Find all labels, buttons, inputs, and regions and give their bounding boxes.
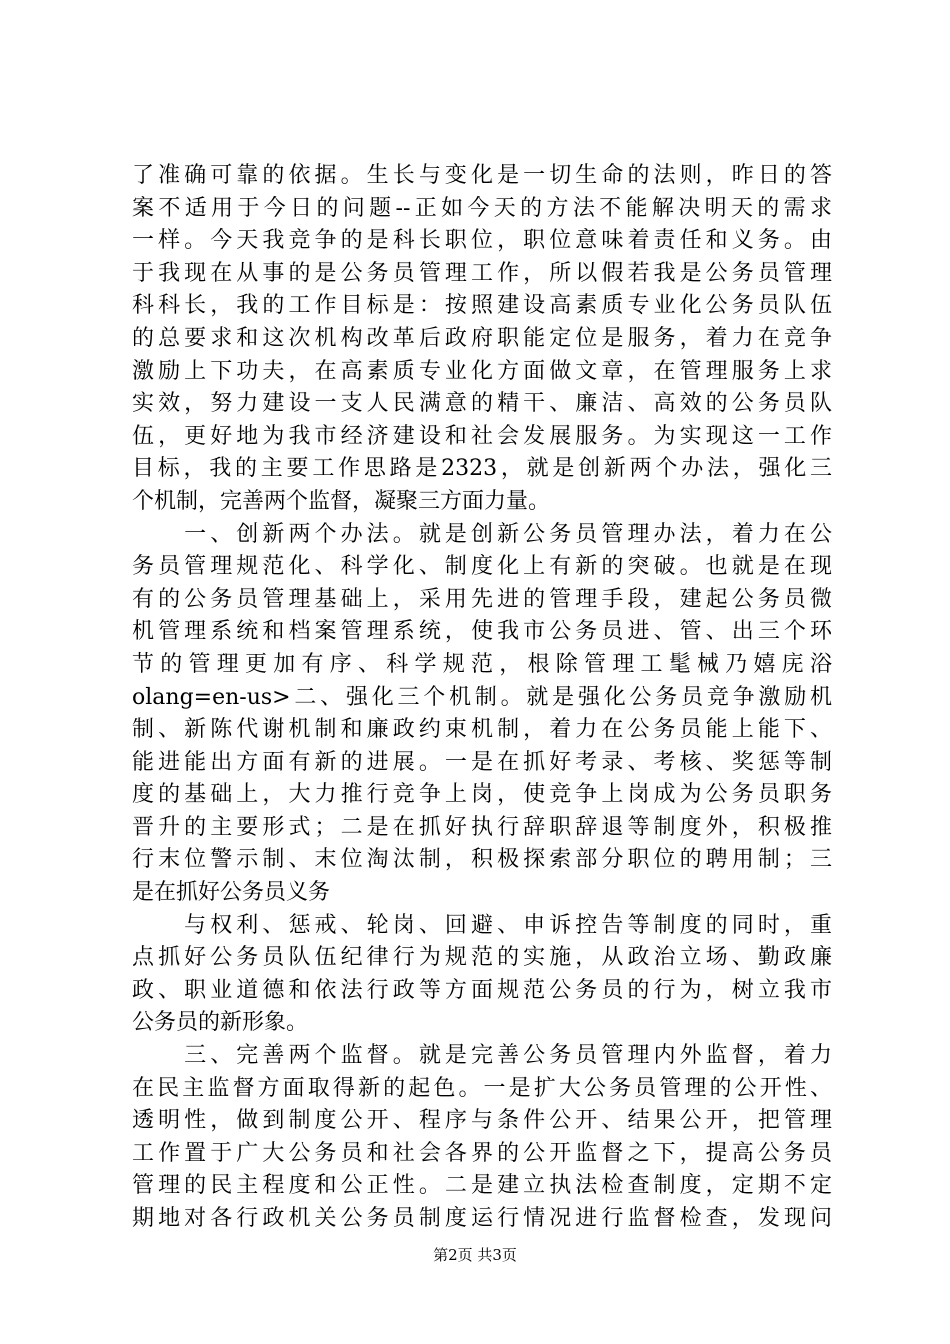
page-number-footer: 第2页 共3页	[433, 1246, 517, 1264]
body-text	[132, 160, 832, 1236]
text-line: 实效，努力建设一支人民满意的精干、廉洁、高效的公务员队	[132, 391, 832, 417]
text-line: 行末位警示制、末位淘汰制，积极探索部分职位的聘用制；三	[132, 847, 832, 873]
text-line: 目标，我的主要工作思路是2323，就是创新两个办法，强化三	[132, 456, 832, 482]
text-line: 制、新陈代谢机制和廉政约束机制，着力在公务员能上能下、	[132, 717, 832, 743]
text-line: 伍，更好地为我市经济建设和社会发展服务。为实现这一工作	[132, 423, 832, 449]
text-line: 机管理系统和档案管理系统，使我市公务员进、管、出三个环	[132, 619, 832, 645]
text-line: 政、职业道德和依法行政等方面规范公务员的行为，树立我市	[132, 977, 832, 1003]
text-line: 务员管理规范化、科学化、制度化上有新的突破。也就是在现	[132, 554, 832, 580]
text-line: 一、创新两个办法。就是创新公务员管理办法，着力在公	[132, 521, 832, 547]
text-line: 透明性，做到制度公开、程序与条件公开、结果公开，把管理	[132, 1108, 832, 1134]
text-line: 于我现在从事的是公务员管理工作，所以假若我是公务员管理	[132, 260, 832, 286]
text-line: 管理的民主程度和公正性。二是建立执法检查制度，定期不定	[132, 1173, 832, 1199]
text-line: 有的公务员管理基础上，采用先进的管理手段，建起公务员微	[132, 586, 832, 612]
text-line: 公务员的新形象。	[132, 1010, 309, 1036]
text-line: 节的管理更加有序、科学规范，根除管理工髦械乃嬉庑浴	[132, 651, 832, 677]
text-line: 期地对各行政机关公务员制度运行情况进行监督检查，发现问	[132, 1206, 832, 1231]
text-line: 案不适用于今日的问题--正如今天的方法不能解决明天的需求	[132, 195, 832, 221]
text-line: 个机制，完善两个监督，凝聚三方面力量。	[132, 488, 551, 514]
text-line: 度的基础上，大力推行竞争上岗，使竞争上岗成为公务员职务	[132, 782, 832, 808]
text-line: 激励上下功夫，在高素质专业化方面做文章，在管理服务上求	[132, 358, 832, 384]
text-line: 点抓好公务员队伍纪律行为规范的实施，从政治立场、勤政廉	[132, 945, 832, 971]
text-line: 工作置于广大公务员和社会各界的公开监督之下，提高公务员	[132, 1140, 832, 1166]
text-line: 与权利、惩戒、轮岗、回避、申诉控告等制度的同时，重	[132, 912, 832, 938]
text-line: olang=en-us>二、强化三个机制。就是强化公务员竞争激励机	[132, 684, 832, 710]
text-line: 了准确可靠的依据。生长与变化是一切生命的法则，昨日的答	[132, 163, 832, 188]
text-line: 科科长，我的工作目标是：按照建设高素质专业化公务员队伍	[132, 293, 832, 319]
text-line: 三、完善两个监督。就是完善公务员管理内外监督，着力	[132, 1043, 832, 1069]
text-line: 在民主监督方面取得新的起色。一是扩大公务员管理的公开性、	[132, 1075, 832, 1101]
text-line: 能进能出方面有新的进展。一是在抓好考录、考核、奖惩等制	[132, 749, 832, 775]
text-line: 一样。今天我竞争的是科长职位，职位意味着责任和义务。由	[132, 228, 832, 254]
text-line: 的总要求和这次机构改革后政府职能定位是服务，着力在竞争	[132, 325, 832, 351]
text-line: 晋升的主要形式；二是在抓好执行辞职辞退等制度外，积极推	[132, 814, 832, 840]
text-line: 是在抓好公务员义务	[132, 880, 331, 906]
